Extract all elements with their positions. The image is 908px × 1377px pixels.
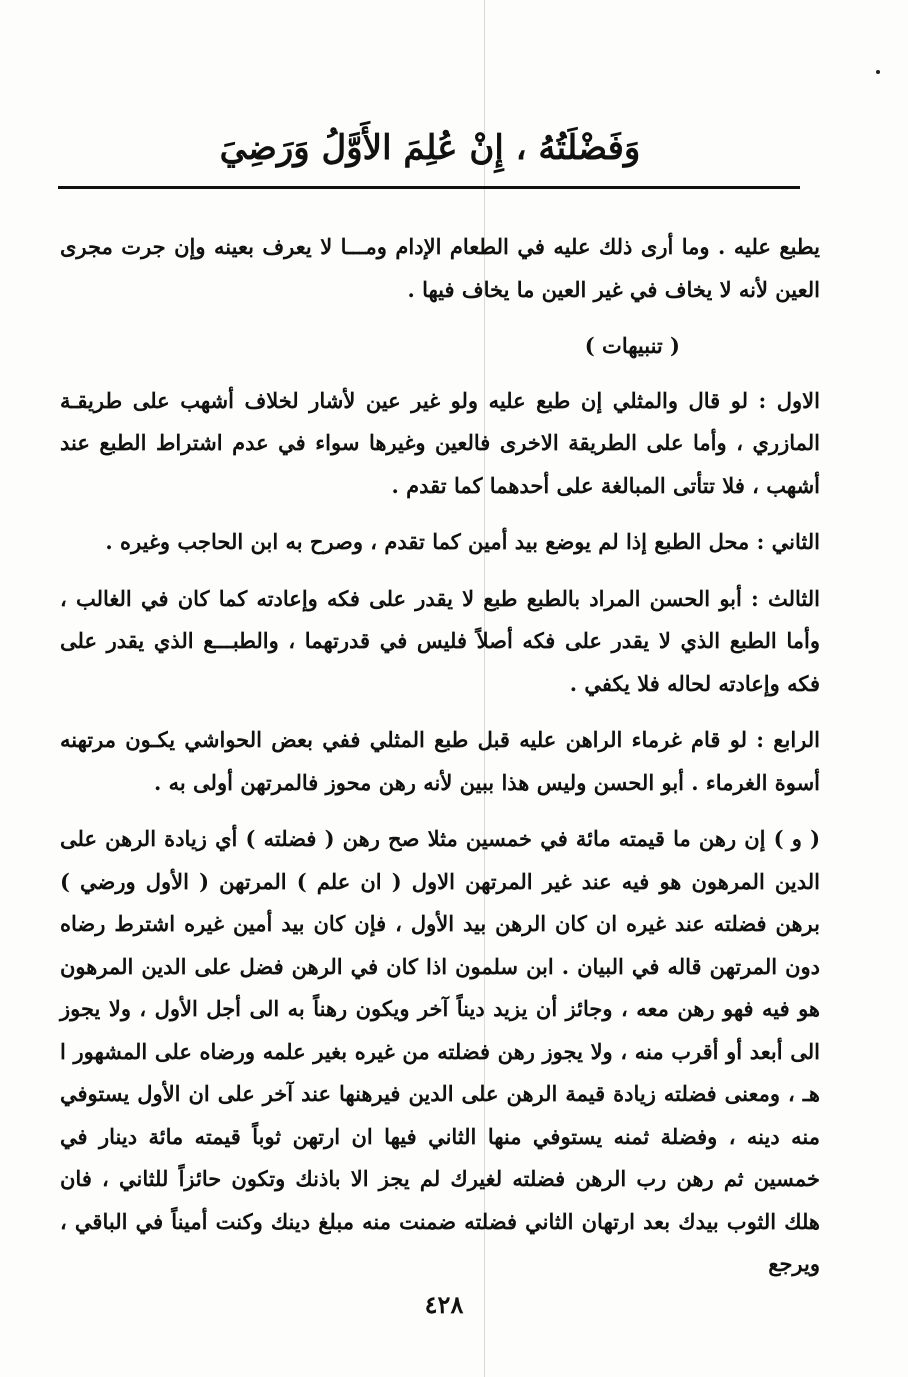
section-heading: ( تنبيهات )	[584, 333, 680, 358]
paragraph-intro: يطبع عليه . وما أرى ذلك عليه في الطعام الإدام ومـــا لا يعرف بعينه وإن جرت مجرى العين لأنه لا يخاف في غير العين ما يخاف فيها .	[60, 234, 820, 302]
header-rule	[58, 186, 800, 189]
scan-speck	[876, 70, 880, 74]
paragraph-second-note: الثاني : محل الطبع إذا لم يوضع بيد أمين كما تقدم ، وصرح به ابن الحاجب وغيره .	[105, 529, 820, 554]
page-number: ٤٢٨	[424, 1290, 464, 1319]
paragraph-fourth-note: الرابع : لو قام غرماء الراهن عليه قبل طبع المثلي ففي بعض الحواشي يكـون مرتهنه أسوة الغرماء . أبو الحسن وليس هذا ببين لأنه رهن محوز فالمرتهن أولى به .	[60, 727, 820, 795]
body-text	[60, 226, 820, 1300]
paragraph-commentary: ( و ) إن رهن ما قيمته مائة في خمسين مثلا صح رهن ( فضلته ) أي زيادة الرهن على الدين المرهون هو فيه عند غير المرتهن الاول ( ان علم ) المرتهن ( الأول ورضي ) برهن فضلته عند غيره ان كان الرهن بيد الأول ، فإن كان بيد أمين غيره اشترط رضاه دون المرتهن قاله في البيان . ابن سلمون اذا كان في الرهن فضل على الدين المرهون هو فيه فهو رهن معه ، وجائز أن يزيد ديناً آخر ويكون رهناً به الى أجل الأول ، ولا يجوز الى أبعد أو أقرب منه ، ولا يجوز رهن فضلته من غيره بغير علمه ورضاه على المشهور ا هـ ، ومعنى فضلته زيادة قيمة الرهن على الدين فيرهنها عند آخر على ان الأول يستوفي منه دينه ، وفضلة ثمنه يستوفي منها الثاني فيها ان ارتهن ثوباً قيمته مائة دينار في خمسين ثم رهن رب الرهن فضلته لغيرك لم يجز الا باذنك وتكون حائزاً للثاني ، فان هلك الثوب بيدك بعد ارتهان الثاني فضلته ضمنت منه مبلغ دينك وكنت أميناً في الباقي ، ويرجع	[60, 826, 820, 1276]
paragraph-third-note: الثالث : أبو الحسن المراد بالطبع طبع لا يقدر على فكه وإعادته كما كان في الغالب ، وأما الطبع الذي لا يقدر على فكه أصلاً فليس في قدرتهما ، والطبـــع الذي يقدر على فكه وإعادته لحاله فلا يكفي .	[60, 585, 820, 696]
running-head: وَفَضْلَتُهُ ، إِنْ عُلِمَ الأَوَّلُ وَرَضِيَ	[219, 128, 641, 168]
paragraph-first-note: الاول : لو قال والمثلي إن طبع عليه ولو غير عين لأشار لخلاف أشهب على طريقـة المازري ، وأما على الطريقة الاخرى فالعين وغيرها سواء في عدم اشتراط الطبع عند أشهب ، فلا تتأتى المبالغة على أحدهما كما تقدم .	[60, 387, 820, 498]
